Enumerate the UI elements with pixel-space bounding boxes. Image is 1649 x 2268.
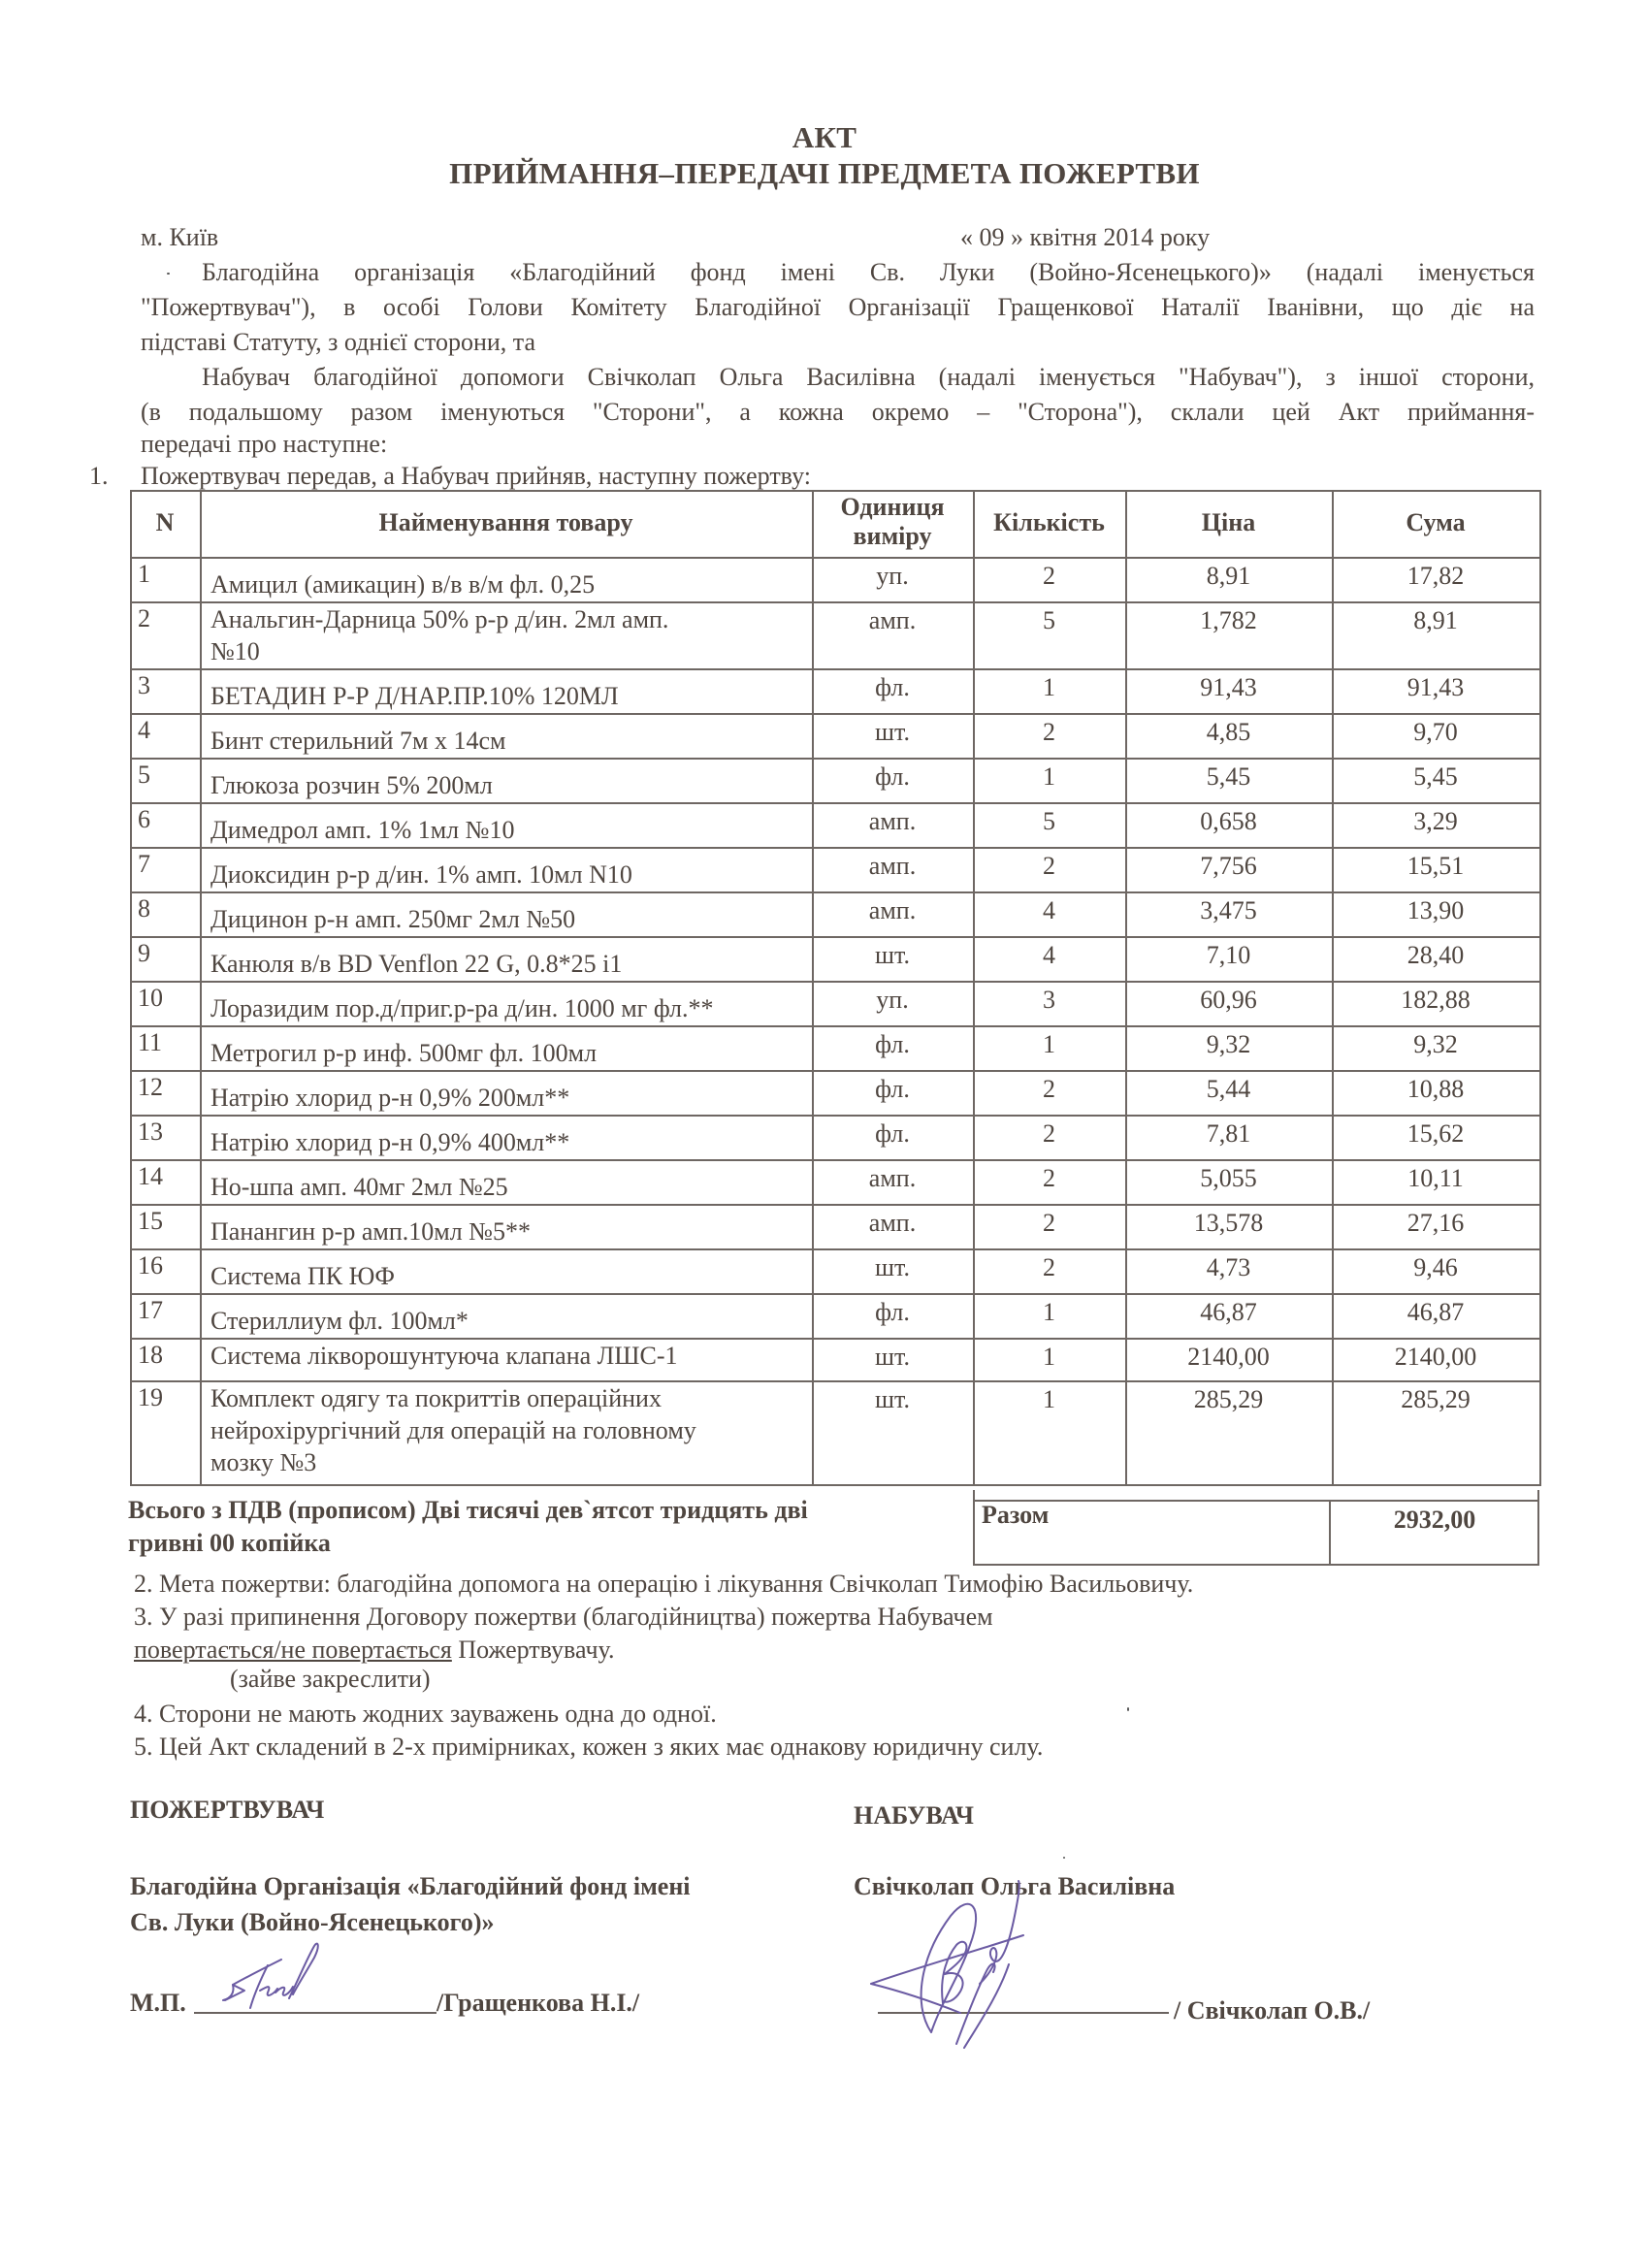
item-price: 5,055 xyxy=(1200,1164,1257,1192)
item-qty: 2 xyxy=(1043,1164,1055,1192)
item-qty: 1 xyxy=(1043,1385,1055,1413)
item-sum: 285,29 xyxy=(1401,1385,1471,1413)
city: м. Київ xyxy=(141,223,219,251)
clause-2: 2. Мета пожертви: благодійна допомога на операцію і лікування Свічколап Тимофію Васильовичу. xyxy=(134,1570,1194,1598)
header-n: N xyxy=(155,508,175,536)
item-price: 3,475 xyxy=(1200,896,1257,924)
table-column-border xyxy=(1332,490,1334,1486)
recipient-name: / Свічколап О.В./ xyxy=(1174,1996,1371,2025)
table-row-border xyxy=(130,1380,1541,1382)
document-date: « 09 » квітня 2014 року xyxy=(960,223,1211,251)
item-qty: 1 xyxy=(1043,1030,1055,1058)
row-number: 16 xyxy=(138,1251,163,1280)
item-unit: уп. xyxy=(876,562,909,590)
row-number: 14 xyxy=(138,1162,163,1190)
header-unit-line1: Одиниця xyxy=(840,493,945,521)
item-qty: 4 xyxy=(1043,896,1055,924)
item-name: Амицил (амикацин) в/в в/м фл. 0,25 xyxy=(210,570,596,599)
item-qty: 2 xyxy=(1043,1075,1055,1103)
table-row-border xyxy=(130,1070,1541,1072)
item-price: 1,782 xyxy=(1200,606,1257,634)
row-number: 18 xyxy=(138,1341,163,1369)
recipient-role: НАБУВАЧ xyxy=(854,1801,974,1830)
item-name: Но-шпа амп. 40мг 2мл №25 xyxy=(210,1173,508,1201)
item-name: Стериллиум фл. 100мл* xyxy=(210,1307,469,1335)
item-price: 2140,00 xyxy=(1187,1343,1270,1371)
table-row-border xyxy=(130,490,1541,492)
item-sum: 10,11 xyxy=(1407,1164,1464,1192)
item-unit: уп. xyxy=(876,986,909,1014)
table-row-border xyxy=(130,1338,1541,1340)
row-number: 19 xyxy=(138,1383,163,1411)
item-unit: амп. xyxy=(868,807,917,835)
item-qty: 1 xyxy=(1043,1298,1055,1326)
table-row-border xyxy=(130,601,1541,603)
item-unit: амп. xyxy=(868,1164,917,1192)
item-qty: 5 xyxy=(1043,606,1055,634)
row-number: 3 xyxy=(138,671,150,699)
header-sum: Сума xyxy=(1406,508,1466,536)
item-name: мозку №3 xyxy=(210,1448,317,1476)
clause-3-rest: Пожертвувачу. xyxy=(451,1636,615,1664)
item-unit: шт. xyxy=(875,941,910,969)
table-row-border xyxy=(130,1159,1541,1161)
table-row-border xyxy=(130,557,1541,559)
item-name: Диоксидин р-р д/ин. 1% амп. 10мл N10 xyxy=(210,860,632,889)
item-sum: 9,70 xyxy=(1413,718,1458,746)
recipient-signature-icon xyxy=(863,1877,1057,2052)
item-price: 0,658 xyxy=(1200,807,1257,835)
table-column-border xyxy=(130,490,132,1486)
item-qty: 2 xyxy=(1043,852,1055,880)
header-qty: Кількість xyxy=(993,508,1105,536)
item-name: Димедрол амп. 1% 1мл №10 xyxy=(210,816,515,844)
header-unit-line2: виміру xyxy=(853,522,932,550)
item-sum: 10,88 xyxy=(1406,1075,1465,1103)
table-column-border xyxy=(973,490,975,1486)
item-name: Глюкоза розчин 5% 200мл xyxy=(210,771,493,799)
total-box-border xyxy=(973,1490,975,1566)
table-row-border xyxy=(130,713,1541,715)
item-name: Метрогил р-р инф. 500мг фл. 100мл xyxy=(210,1039,598,1067)
clause-3-option: повертається/не повертається xyxy=(134,1636,452,1664)
table-column-border xyxy=(1125,490,1127,1486)
total-in-words-line1: Всього з ПДВ (прописом) Дві тисячі дев`ятсот тридцять дві xyxy=(128,1496,808,1524)
item-sum: 28,40 xyxy=(1406,941,1465,969)
clause-3-line1: 3. У разі припинення Договору пожертви (благодійництва) пожертва Набувачем xyxy=(134,1603,993,1631)
item-name: Анальгин-Дарница 50% р-р д/ин. 2мл амп. xyxy=(210,605,669,633)
item-name: Натрію хлорид р-н 0,9% 400мл** xyxy=(210,1128,570,1156)
total-label: Разом xyxy=(982,1501,1050,1529)
row-number: 6 xyxy=(138,805,150,833)
item-price: 5,44 xyxy=(1206,1075,1251,1103)
item-name: Панангин р-р амп.10мл №5** xyxy=(210,1217,531,1246)
intro-line: Благодійна організація «Благодійний фонд імені Св. Луки (Войно-Ясенецького)» (надалі іменується xyxy=(202,258,1535,286)
table-column-border xyxy=(200,490,202,1486)
item-sum: 91,43 xyxy=(1406,673,1465,701)
header-price: Ціна xyxy=(1201,508,1256,536)
table-row-border xyxy=(130,936,1541,938)
table-column-border xyxy=(1539,490,1541,1486)
item-price: 4,85 xyxy=(1206,718,1251,746)
item-sum: 17,82 xyxy=(1406,562,1465,590)
table-row-border xyxy=(130,1293,1541,1295)
clause-1-number: 1. xyxy=(89,462,109,490)
clause-5: 5. Цей Акт складений в 2-х примірниках, кожен з яких має однакову юридичну силу. xyxy=(134,1733,1044,1761)
item-price: 8,91 xyxy=(1206,562,1251,590)
item-name: нейрохірургічний для операцій на головному xyxy=(210,1416,696,1444)
row-number: 9 xyxy=(138,939,150,967)
total-box-border xyxy=(973,1564,1539,1566)
item-price: 60,96 xyxy=(1200,986,1257,1014)
table-row-border xyxy=(130,981,1541,983)
donor-name: /Гращенкова Н.І./ xyxy=(436,1989,640,2017)
item-unit: шт. xyxy=(875,1343,910,1371)
donor-org-line2: Св. Луки (Войно-Ясенецького)» xyxy=(130,1908,495,1936)
row-number: 11 xyxy=(138,1028,163,1056)
item-unit: фл. xyxy=(875,1030,910,1058)
item-unit: амп. xyxy=(868,1209,917,1237)
table-row-border xyxy=(130,1115,1541,1117)
item-price: 7,756 xyxy=(1200,852,1257,880)
item-unit: фл. xyxy=(875,1298,910,1326)
item-name: Канюля в/в BD Venflon 22 G, 0.8*25 i1 xyxy=(210,950,623,978)
intro-line: "Пожертвувач"), в особі Голови Комітету Благодійної Організації Гращенкової Наталії Іванівни, що діє на xyxy=(141,293,1535,321)
clause-1-text: Пожертвувач передав, а Набувач прийняв, наступну пожертву: xyxy=(141,462,811,490)
row-number: 5 xyxy=(138,761,150,789)
item-price: 7,10 xyxy=(1206,941,1251,969)
header-name: Найменування товару xyxy=(378,508,633,536)
item-qty: 2 xyxy=(1043,1119,1055,1148)
row-number: 8 xyxy=(138,894,150,923)
item-qty: 2 xyxy=(1043,718,1055,746)
item-unit: шт. xyxy=(875,1253,910,1281)
item-sum: 2140,00 xyxy=(1394,1343,1477,1371)
item-unit: амп. xyxy=(868,606,917,634)
item-name: Система ПК ЮФ xyxy=(210,1262,395,1290)
item-price: 5,45 xyxy=(1206,762,1251,791)
item-price: 4,73 xyxy=(1206,1253,1251,1281)
item-qty: 1 xyxy=(1043,762,1055,791)
item-qty: 5 xyxy=(1043,807,1055,835)
row-number: 2 xyxy=(138,604,150,632)
item-unit: фл. xyxy=(875,762,910,791)
item-name: Натрію хлорид р-н 0,9% 200мл** xyxy=(210,1084,570,1112)
item-sum: 46,87 xyxy=(1406,1298,1465,1326)
table-row-border xyxy=(130,1204,1541,1206)
table-row-border xyxy=(130,1025,1541,1027)
table-column-border xyxy=(812,490,814,1486)
item-price: 285,29 xyxy=(1193,1385,1264,1413)
item-sum: 5,45 xyxy=(1413,762,1458,791)
donor-signature-icon xyxy=(213,1930,330,2018)
item-price: 9,32 xyxy=(1206,1030,1251,1058)
item-sum: 9,32 xyxy=(1413,1030,1458,1058)
row-number: 7 xyxy=(138,850,150,878)
item-name: Комплект одягу та покриттів операційних xyxy=(210,1384,662,1412)
item-qty: 2 xyxy=(1043,1253,1055,1281)
intro-line: передачі про наступне: xyxy=(141,430,388,458)
item-unit: фл. xyxy=(875,1075,910,1103)
item-unit: фл. xyxy=(875,673,910,701)
item-sum: 182,88 xyxy=(1401,986,1471,1014)
item-qty: 4 xyxy=(1043,941,1055,969)
row-number: 17 xyxy=(138,1296,163,1324)
item-qty: 1 xyxy=(1043,1343,1055,1371)
item-unit: амп. xyxy=(868,896,917,924)
row-number: 12 xyxy=(138,1073,163,1101)
row-number: 10 xyxy=(138,984,163,1012)
item-unit: амп. xyxy=(868,852,917,880)
total-box-border xyxy=(973,1500,1539,1502)
item-name: БЕТАДИН Р-Р Д/НАР.ПР.10% 120МЛ xyxy=(210,682,619,710)
item-name: Дицинон р-н амп. 250мг 2мл №50 xyxy=(210,905,576,933)
donor-org-line1: Благодійна Організація «Благодійний фонд імені xyxy=(130,1872,691,1900)
clause-3-note: (зайве закреслити) xyxy=(230,1665,431,1693)
item-name: Система лікворошунтуюча клапана ЛШС-1 xyxy=(210,1342,678,1370)
item-price: 91,43 xyxy=(1200,673,1257,701)
total-in-words-line2: гривні 00 копійка xyxy=(128,1529,331,1557)
item-qty: 3 xyxy=(1043,986,1055,1014)
donor-role: ПОЖЕРТВУВАЧ xyxy=(130,1796,325,1824)
table-row-border xyxy=(130,1248,1541,1250)
item-qty: 2 xyxy=(1043,562,1055,590)
scan-speck xyxy=(1063,1857,1065,1859)
row-number: 1 xyxy=(138,560,150,588)
row-number: 4 xyxy=(138,716,150,744)
item-unit: фл. xyxy=(875,1119,910,1148)
item-price: 13,578 xyxy=(1193,1209,1264,1237)
item-sum: 15,62 xyxy=(1406,1119,1465,1148)
item-sum: 9,46 xyxy=(1413,1253,1458,1281)
item-price: 7,81 xyxy=(1206,1119,1251,1148)
recipient-full-name: Свічколап Ольга Василівна xyxy=(854,1872,1176,1900)
clause-4: 4. Сторони не мають жодних зауважень одна до одної. xyxy=(134,1700,717,1728)
total-value: 2932,00 xyxy=(1393,1506,1476,1534)
intro-line: (в подальшому разом іменуються "Сторони", а кожна окремо – "Сторона"), склали цей Акт приймання- xyxy=(141,398,1535,426)
table-row-border xyxy=(130,1484,1541,1486)
item-qty: 1 xyxy=(1043,673,1055,701)
stamp-label: М.П. xyxy=(130,1989,186,2017)
item-unit: шт. xyxy=(875,1385,910,1413)
item-unit: шт. xyxy=(875,718,910,746)
table-row-border xyxy=(130,758,1541,760)
item-sum: 13,90 xyxy=(1406,896,1465,924)
item-name: №10 xyxy=(210,637,260,665)
table-row-border xyxy=(130,668,1541,670)
item-qty: 2 xyxy=(1043,1209,1055,1237)
row-number: 13 xyxy=(138,1118,163,1146)
item-sum: 8,91 xyxy=(1413,606,1458,634)
row-number: 15 xyxy=(138,1207,163,1235)
table-row-border xyxy=(130,802,1541,804)
item-sum: 3,29 xyxy=(1413,807,1458,835)
item-price: 46,87 xyxy=(1200,1298,1257,1326)
clause-3-line2 xyxy=(134,1636,614,1665)
item-name: Бинт стерильний 7м х 14см xyxy=(210,727,506,755)
table-row-border xyxy=(130,891,1541,893)
intro-line: підставі Статуту, з однієї сторони, та xyxy=(141,328,535,356)
document-subtitle: ПРИЙМАННЯ–ПЕРЕДАЧІ ПРЕДМЕТА ПОЖЕРТВИ xyxy=(449,156,1200,190)
item-sum: 27,16 xyxy=(1406,1209,1465,1237)
item-name: Лоразидим пор.д/приг.р-ра д/ин. 1000 мг фл.** xyxy=(210,994,714,1022)
scan-speck xyxy=(1127,1707,1129,1711)
intro-line: Набувач благодійної допомоги Свічколап Ольга Василівна (надалі іменується "Набувач"), з іншої сторони, xyxy=(202,363,1535,391)
item-sum: 15,51 xyxy=(1406,852,1465,880)
document-title: АКТ xyxy=(792,120,857,154)
table-row-border xyxy=(130,847,1541,849)
